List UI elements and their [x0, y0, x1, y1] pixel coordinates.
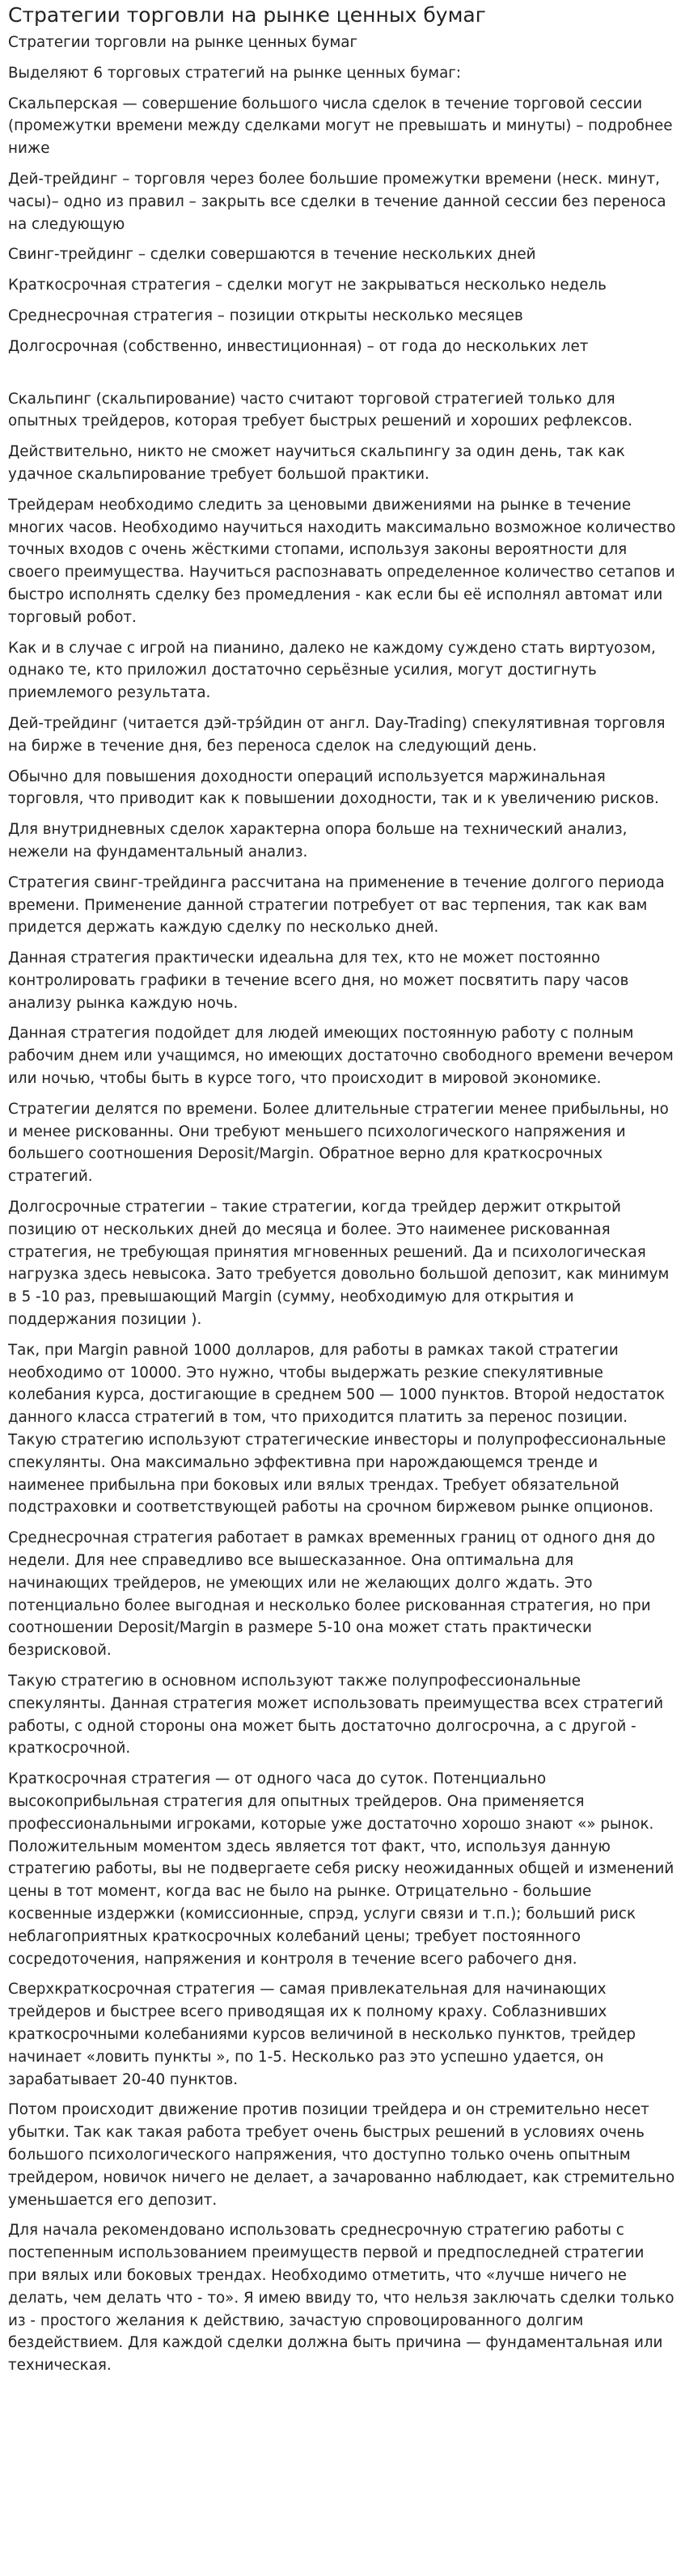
paragraph: Данная стратегия подойдет для людей имеющих постоянную работу с полным рабочим днем или учащимся, но имеющих достаточно свободного времени вечером или ночью, чтобы быть в курсе того, что происходит в мировой экономике.	[8, 1025, 674, 1088]
paragraph: Среднесрочная стратегия работает в рамках временных границ от одного дня до недели. Для нее справедливо все вышесказанное. Она оптимальна для начинающих трейдеров, не умеющих или не желающих долго ждать. Это потенциально более выгодная и несколько более рискованная стратегия, но при соотношении Deposit/Margin в размере 5-10 она может стать практически безрисковой.	[8, 1529, 656, 1660]
strategy-scalping: Скальперская — совершение большого числа сделок в течение торговой сессии (промежутки времени между сделками могут не превышать и минуты) – подробнее ниже	[8, 95, 673, 158]
paragraph: Такую стратегию в основном используют также полупрофессиональные спекулянты. Данная стратегия может использовать преимущества всех стратегий работы, с одной стороны она может быть достаточно долгосрочна, а с другой - краткосрочной.	[8, 1673, 664, 1758]
section-spacer	[8, 366, 677, 388]
paragraph: Долгосрочные стратегии – такие стратегии, когда трейдер держит открытой позицию от нескольких дней до месяца и более. Это наименее рискованная стратегия, не требующая принятия мгновенных решений. Да и психологическая нагрузка здесь невысока. Зато требуется довольно большой депозит, как минимум в 5 -10 раз, превышающий Margin (сумму, необходимую для открытия и поддержания позиции ).	[8, 1199, 670, 1329]
paragraph: Как и в случае с игрой на пианино, далеко не каждому суждено стать виртуозом, однако те, кто приложил достаточно серьёзные усилия, могут достигнуть приемлемого результата.	[8, 639, 656, 702]
paragraph: Данная стратегия практически идеальна для тех, кто не может постоянно контролировать графики в течение всего дня, но может посвятить пару часов анализу рынка каждую ночь.	[8, 950, 629, 1012]
paragraph: Обычно для повышения доходности операций используется маржинальная торговля, что приводит как к повышении доходности, так и к увеличению рисков.	[8, 768, 659, 808]
page-title: Стратегии торговли на рынке ценных бумаг	[8, 3, 486, 27]
paragraph: Стратегия свинг-трейдинга рассчитана на применение в течение долгого периода времени. Применение данной стратегии потребует от вас терпения, так как вам придется держать каждую сделку по несколько дней.	[8, 873, 665, 937]
intro-section	[8, 32, 677, 358]
strategy-short-term: Краткосрочная стратегия – сделки могут не закрываться несколько недель	[8, 277, 607, 294]
strategy-long-term: Долгосрочная (собственно, инвестиционная) – от года до нескольких лет	[8, 337, 589, 355]
strategy-swing-trading: Свинг-трейдинг – сделки совершаются в течение нескольких дней	[8, 246, 536, 264]
body-section	[8, 388, 677, 2377]
paragraph: Потом происходит движение против позиции трейдера и он стремительно несет убытки. Так как такая работа требует очень быстрых решений в условиях очень большого психологического напряжения, что доступно только очень опытным трейдером, новичок ничего не делает, а зачарованно наблюдает, как стремительно уменьшается его депозит.	[8, 2101, 675, 2209]
intro-subtitle: Стратегии торговли на рынке ценных бумаг	[8, 34, 358, 51]
paragraph: Скальпинг (скальпирование) часто считают торговой стратегией только для опытных трейдеров, которая требует быстрых решений и хороших рефлексов.	[8, 390, 633, 430]
article	[0, 2, 685, 2377]
paragraph: Действительно, никто не сможет научиться скальпингу за один день, так как удачное скальпирование требует большой практики.	[8, 443, 625, 483]
paragraph: Так, при Margin равной 1000 долларов, для работы в рамках такой стратегии необходимо от 10000. Это нужно, чтобы выдержать резкие спекулятивные колебания курса, достигающие в среднем 500 — 1000 пунктов. Второй недостаток данного класса стратегий в том, что приходится платить за перенос позиции. Такую стратегию используют стратегические инвесторы и полупрофессиональные спекулянты. Она максимально эффективна при нарождающемся тренде и наименее прибыльна при боковых или вялых трендах. Требует обязательной подстраховки и соответствующей работы на срочном биржевом рынке опционов.	[8, 1341, 666, 1516]
intro-lead: Выделяют 6 торговых стратегий на рынке ценных бумаг:	[8, 64, 462, 82]
paragraph: Трейдерам необходимо следить за ценовыми движениями на рынке в течение многих часов. Необходимо научиться находить максимально возможное количество точных входов с очень жёсткими стопами, используя законы вероятности для своего преимущества. Научиться распознавать определенное количество сетапов и быстро исполнять сделку без промедления - как если бы её исполнял автомат или торговый робот.	[8, 496, 676, 626]
strategy-day-trading: Дей-трейдинг – торговля через более большие промежутки времени (неск. минут, часы)– одно из правил – закрыть все сделки в течение данной сессии без переноса на следующую	[8, 170, 666, 233]
paragraph: Сверхкраткосрочная стратегия — самая привлекательная для начинающих трейдеров и быстрее всего приводящая их к полному краху. Соблазнивших краткосрочными колебаниями курсов величиной в несколько пунктов, трейдер начинает «ловить пункты », по 1-5. Несколько раз это успешно удается, он зарабатывает 20-40 пунктов.	[8, 1981, 636, 2088]
paragraph: Краткосрочная стратегия — от одного часа до суток. Потенциально высокоприбыльная стратегия для опытных трейдеров. Она применяется профессиональными игроками, которые уже достаточно хорошо знают «» рынок. Положительным моментом здесь является тот факт, что, используя данную стратегию работы, вы не подвергаете себя риску неожиданных общей и изменений цены в тот момент, когда вас не было на рынке. Отрицательно - большие косвенные издержки (комиссионные, спрэд, услуги связи и т.п.); больший риск неблагоприятных краткосрочных колебаний цены; требует постоянного сосредоточения, напряжения и контроля в течение всего рабочего дня.	[8, 1770, 674, 1968]
strategy-medium-term: Среднесрочная стратегия – позиции открыты несколько месяцев	[8, 307, 523, 324]
paragraph: Дей-трейдинг (читается дэй-трэ́йдин от англ. Day-Trading) спекулятивная торговля на бирже в течение дня, без переноса сделок на следующий день.	[8, 714, 666, 755]
paragraph: Стратегии делятся по времени. Более длительные стратегии менее прибыльны, но и менее рискованны. Они требуют меньшего психологического напряжения и большего соотношения Deposit/Margin. Обратное верно для краткосрочных стратегий.	[8, 1100, 669, 1186]
paragraph: Для начала рекомендовано использовать среднесрочную стратегию работы с постепенным использованием преимуществ первой и предпоследней стратегии при вялых или боковых трендах. Необходимо отметить, что «лучше ничего не делать, чем делать что - то». Я имею ввиду то, что нельзя заключать сделки только из - простого желания к действию, зачастую спровоцированного долгим бездействием. Для каждой сделки должна быть причина — фундаментальная или техническая.	[8, 2222, 674, 2375]
paragraph: Для внутридневных сделок характерна опора больше на технический анализ, нежели на фундаментальный анализ.	[8, 821, 628, 861]
